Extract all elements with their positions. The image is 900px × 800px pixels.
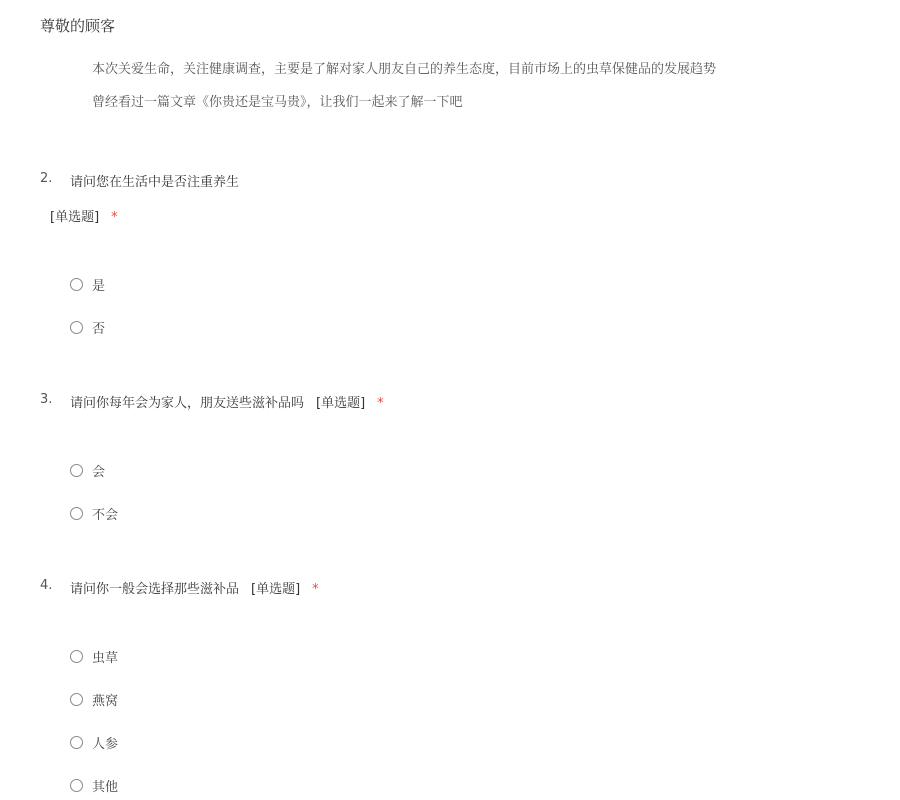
required-asterisk: * [377,396,384,411]
intro-line-1: 本次关爱生命，关注健康调查，主要是了解对家人朋友自己的养生态度，目前市场上的虫草保健品的发展趋势 [92,62,717,77]
option-label: 其他 [92,780,119,795]
option-label: 燕窝 [92,694,119,709]
option-other[interactable] [70,776,118,795]
question-type-badge: [单选题] [50,210,100,225]
radio-button[interactable] [70,650,83,663]
radio-button[interactable] [70,779,83,792]
option-label: 是 [92,279,106,294]
option-yes[interactable] [70,275,105,294]
intro-line-2: 曾经看过一篇文章《你贵还是宝马贵》，让我们一起来了解一下吧 [92,95,463,110]
required-asterisk: * [312,582,319,597]
question-title-text: 请问你一般会选择那些滋补品 [70,582,240,597]
question-title [70,578,319,597]
option-label: 虫草 [92,651,119,666]
question-type-badge: [单选题] [316,396,366,411]
question-number: 3. [40,392,53,407]
greeting-heading: 尊敬的顾客 [40,17,116,35]
question-title: 请问您在生活中是否注重养生 [70,175,240,190]
radio-button[interactable] [70,278,83,291]
radio-button[interactable] [70,693,83,706]
option-label: 否 [92,322,106,337]
question-meta [50,206,118,225]
required-asterisk: * [111,210,118,225]
option-will-not[interactable] [70,504,118,523]
question-title-text: 请问你每年会为家人，朋友送些滋补品吗 [70,396,305,411]
radio-button[interactable] [70,507,83,520]
option-will[interactable] [70,461,105,480]
question-number: 4. [40,578,53,593]
option-label: 会 [92,465,106,480]
option-label: 人参 [92,737,119,752]
radio-button[interactable] [70,736,83,749]
radio-button[interactable] [70,321,83,334]
option-ginseng[interactable] [70,733,118,752]
option-birds-nest[interactable] [70,690,118,709]
radio-button[interactable] [70,464,83,477]
question-title [70,392,384,411]
option-cordyceps[interactable] [70,647,118,666]
option-label: 不会 [92,508,119,523]
question-number: 2. [40,171,53,186]
question-type-badge: [单选题] [251,582,301,597]
option-no[interactable] [70,318,105,337]
